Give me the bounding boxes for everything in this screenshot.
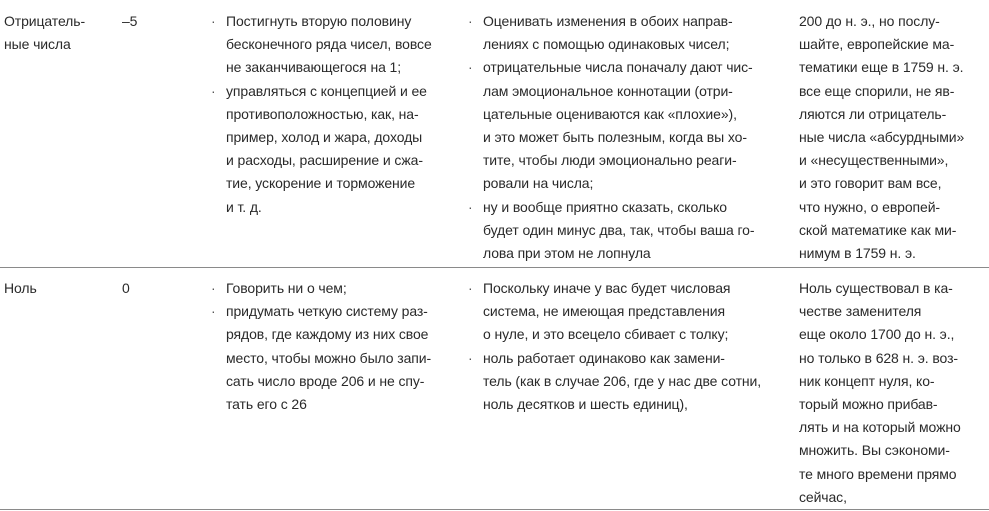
list-item (210, 80, 432, 219)
list-line: и т. д. (226, 198, 262, 215)
row-2-history (799, 277, 961, 509)
list-line: · управляться с концепцией и ее (210, 80, 432, 103)
list-line: тель (как в случае 206, где у нас две сотни, (483, 372, 762, 389)
list-line: ровали на числа; (483, 175, 594, 192)
history-line: ник концепт нуля, ко- (799, 372, 935, 389)
history-line: и это говорит вам все, (799, 175, 942, 192)
list-line: пример, холод и жара, доходы (226, 129, 423, 146)
history-line: но только в 628 н. э. воз- (799, 349, 958, 366)
history-line: те много времени прямо (799, 465, 957, 482)
list-line: противоположностью, как, на- (226, 105, 419, 122)
list-line: тите, чтобы люди эмоционально реаги- (483, 152, 737, 169)
list-item (467, 10, 754, 56)
table-bottom-border (0, 509, 989, 510)
row-1-purpose-list (210, 10, 432, 219)
list-line: бесконечного ряда чисел, вовсе (226, 36, 432, 53)
list-line: тать его с 26 (226, 396, 307, 413)
name-line: ные числа (4, 36, 71, 53)
list-item (210, 10, 432, 80)
list-line: · отрицательные числа поначалу дают чис- (467, 56, 754, 79)
list-line: ноль десятков и шесть единиц), (483, 396, 688, 413)
row-1-symbol: –5 (122, 13, 138, 29)
history-line: торый можно прибав- (799, 396, 938, 413)
list-item (467, 56, 754, 195)
list-line: · Поскольку иначе у вас будет числовая (467, 277, 761, 300)
history-line: все еще спорили, не яв- (799, 82, 955, 99)
history-line: и «несущественными», (799, 152, 949, 169)
row-2-symbol: 0 (122, 280, 130, 296)
history-line: множить. Вы сэкономи- (799, 442, 950, 459)
row-1-benefits-list (467, 10, 754, 265)
list-item (467, 347, 761, 417)
list-line: · ну и вообще приятно сказать, сколько (467, 196, 754, 219)
list-line: тие, ускорение и торможение (226, 175, 416, 192)
list-item (467, 196, 754, 266)
history-line: 200 до н. э., но послу- (799, 13, 940, 29)
history-line: шайте, европейские ма- (799, 36, 955, 53)
row-2-benefits-list (467, 277, 761, 416)
list-item (210, 300, 431, 416)
list-line: цательные оцениваются как «плохие»), (483, 105, 737, 122)
history-line: сейчас, (799, 488, 847, 505)
list-line: будет один минус два, так, чтобы ваша го- (483, 221, 755, 238)
history-line: лять и на который можно (799, 419, 961, 436)
history-line: честве заменителя (799, 303, 922, 320)
list-line: рядов, где каждому из них свое (226, 326, 429, 343)
history-line: нимум в 1759 н. э. (799, 245, 916, 262)
row-2-name (4, 277, 37, 300)
history-line: Ноль существовал в ка- (799, 280, 953, 296)
list-line: о нуле, и это всецело сбивает с толку; (483, 326, 729, 343)
list-line: · ноль работает одинаково как замени- (467, 347, 761, 370)
history-line: ляются ли отрицатель- (799, 105, 947, 122)
list-line: и это может быть полезным, когда вы хо- (483, 129, 747, 146)
list-line: не заканчивающегося на 1; (226, 59, 402, 76)
list-line: · Постигнуть вторую половину (210, 10, 432, 33)
list-line: лам эмоциональное коннотации (отри- (483, 82, 733, 99)
history-line: ные числа «абсурдными» (799, 129, 965, 146)
list-line: · Оценивать изменения в обоих направ- (467, 10, 754, 33)
row-2-purpose-list (210, 277, 431, 416)
list-line: сать число вроде 206 и не спу- (226, 372, 425, 389)
history-line: еще около 1700 до н. э., (799, 326, 955, 343)
list-item (467, 277, 761, 347)
list-line: · придумать четкую систему раз- (210, 300, 431, 323)
row-divider (0, 267, 989, 268)
history-line: ской математике как ми- (799, 221, 957, 238)
history-line: тематики еще в 1759 н. э. (799, 59, 964, 76)
row-1-history (799, 10, 964, 265)
history-line: что нужно, о европей- (799, 198, 940, 215)
list-line: система, не имеющая представления (483, 303, 725, 320)
list-line: лова при этом не лопнула (483, 245, 651, 262)
list-line: лениях с помощью одинаковых чисел; (483, 36, 730, 53)
list-line: и расходы, расширение и сжа- (226, 152, 423, 169)
list-line: · Говорить ни о чем; (210, 277, 431, 300)
name-line: Ноль (4, 280, 37, 296)
row-1-name (4, 10, 85, 56)
name-line: Отрицатель- (4, 13, 86, 29)
list-line: место, чтобы можно было запи- (226, 349, 432, 366)
list-item (210, 277, 431, 300)
